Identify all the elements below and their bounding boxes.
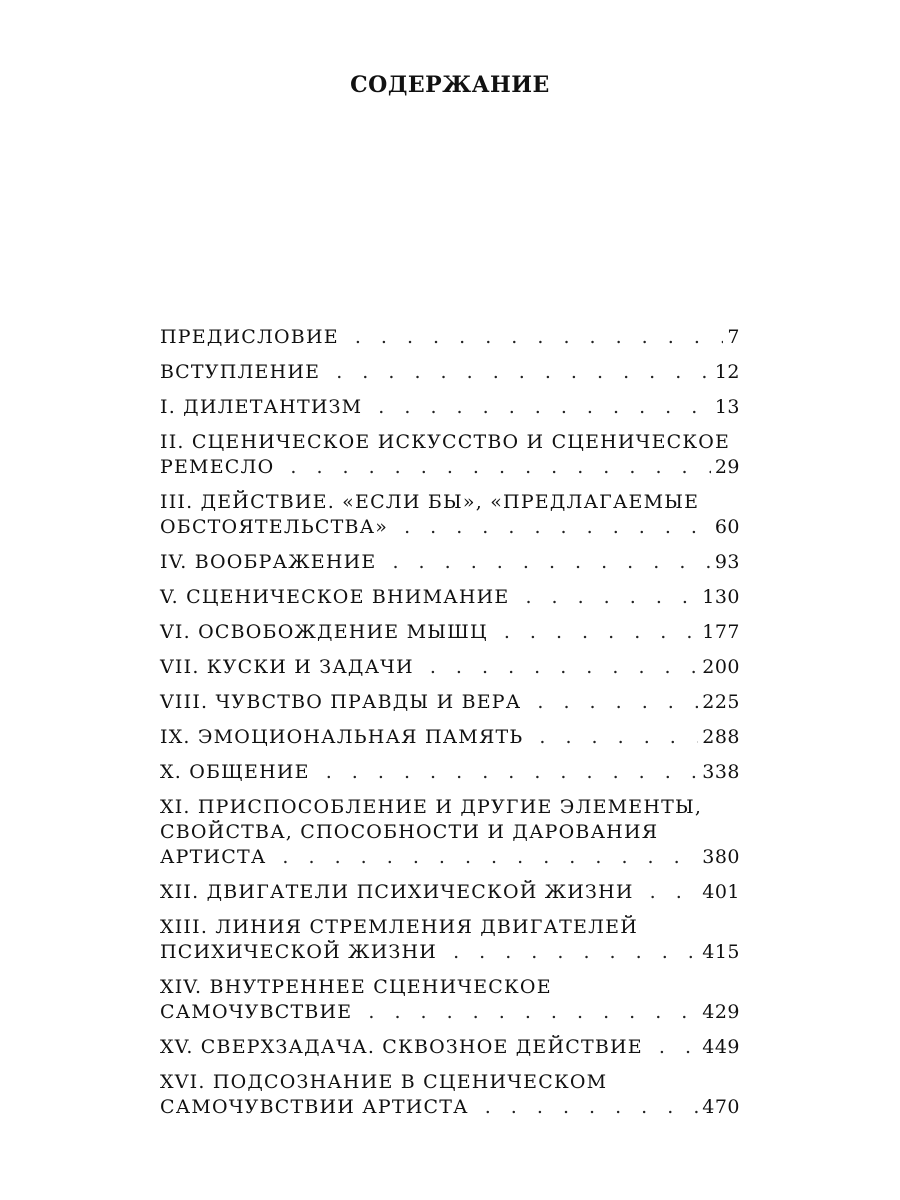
dot-leader <box>525 585 698 610</box>
toc-entry <box>160 395 740 420</box>
toc-entry <box>160 550 740 575</box>
toc-entry-title-line: III. ДЕЙСТВИЕ. «ЕСЛИ БЫ», «ПРЕДЛАГАЕМЫЕ <box>160 491 700 513</box>
toc-page-number: 13 <box>714 396 740 418</box>
toc-page-number: 415 <box>702 941 740 963</box>
dot-leader <box>453 940 698 965</box>
toc-entry-title-line: XIV. ВНУТРЕННЕЕ СЦЕНИЧЕСКОЕ <box>160 976 552 998</box>
toc-page-number: 130 <box>702 586 740 608</box>
toc-entry-title-line: САМОЧУВСТВИИ АРТИСТА <box>160 1096 469 1118</box>
toc-entry-title-line: РЕМЕСЛО <box>160 456 275 478</box>
toc-entry-row <box>160 1000 740 1025</box>
toc-page-number: 338 <box>702 761 740 783</box>
toc-page-number: 200 <box>702 656 740 678</box>
toc-entry-title-line: XI. ПРИСПОСОБЛЕНИЕ И ДРУГИЕ ЭЛЕМЕНТЫ, <box>160 796 703 818</box>
toc-entry-title-line: АРТИСТА <box>160 846 267 868</box>
toc-entry <box>160 655 740 680</box>
toc-entry-title-line: XVI. ПОДСОЗНАНИЕ В СЦЕНИЧЕСКОМ <box>160 1071 608 1093</box>
toc-entry-title-line: VII. КУСКИ И ЗАДАЧИ <box>160 656 414 678</box>
toc-entry <box>160 325 740 350</box>
toc-entry-row <box>160 395 740 420</box>
toc-entry-title-line: СВОЙСТВА, СПОСОБНОСТИ И ДАРОВАНИЯ <box>160 821 659 843</box>
toc-entry <box>160 880 740 905</box>
toc-page-number: 429 <box>702 1001 740 1023</box>
toc-entry-row <box>160 760 740 785</box>
toc-entry <box>160 585 740 610</box>
toc-entry-row <box>160 1095 740 1120</box>
toc-entry <box>160 360 740 385</box>
toc-entry-row <box>160 940 740 965</box>
toc-page-number: 60 <box>714 516 740 538</box>
toc-entry-row <box>160 845 740 870</box>
toc-entry-title-line: X. ОБЩЕНИЕ <box>160 761 310 783</box>
dot-leader <box>537 690 698 715</box>
toc-entry <box>160 490 740 540</box>
toc-entry-row <box>160 725 740 750</box>
toc-entry-title-line: ПРЕДИСЛОВИЕ <box>160 326 339 348</box>
toc-entry-row <box>160 455 740 480</box>
toc-entry <box>160 915 740 965</box>
toc-entry-row <box>160 325 740 350</box>
toc-entry-row <box>160 690 740 715</box>
toc-page-number: 401 <box>702 881 740 903</box>
toc-entry-title-line: XV. СВЕРХЗАДАЧА. СКВОЗНОЕ ДЕЙСТВИЕ <box>160 1036 643 1058</box>
toc-entry-row <box>160 550 740 575</box>
toc-page-number: 93 <box>714 551 740 573</box>
toc-page-number: 7 <box>727 326 740 348</box>
page-title: СОДЕРЖАНИЕ <box>350 72 550 98</box>
toc-entry <box>160 690 740 715</box>
toc-page-number: 225 <box>702 691 740 713</box>
toc-entry <box>160 1035 740 1060</box>
dot-leader <box>336 360 711 385</box>
table-of-contents <box>160 325 740 1130</box>
toc-page-number: 470 <box>702 1096 740 1118</box>
dot-leader <box>368 1000 698 1025</box>
toc-entry-row <box>160 515 740 540</box>
toc-entry <box>160 725 740 750</box>
toc-entry-title-line: ПСИХИЧЕСКОЙ ЖИЗНИ <box>160 941 438 963</box>
toc-entry-title-line: II. СЦЕНИЧЕСКОЕ ИСКУССТВО И СЦЕНИЧЕСКОЕ <box>160 431 731 453</box>
dot-leader <box>290 455 710 480</box>
dot-leader <box>378 395 711 420</box>
toc-entry-row <box>160 1035 740 1060</box>
toc-entry-row <box>160 655 740 680</box>
toc-entry <box>160 1070 740 1120</box>
dot-leader <box>504 620 698 645</box>
toc-entry <box>160 795 740 870</box>
toc-page-number: 177 <box>702 621 740 643</box>
toc-page-number: 12 <box>714 361 740 383</box>
toc-entry <box>160 760 740 785</box>
dot-leader <box>485 1095 699 1120</box>
toc-entry-title-line: IV. ВООБРАЖЕНИЕ <box>160 551 377 573</box>
toc-entry-title-line: САМОЧУВСТВИЕ <box>160 1001 353 1023</box>
toc-entry-title-line: VIII. ЧУВСТВО ПРАВДЫ И ВЕРА <box>160 691 522 713</box>
dot-leader <box>355 325 724 350</box>
toc-page-number: 288 <box>702 726 740 748</box>
toc-entry-title-line: XII. ДВИГАТЕЛИ ПСИХИЧЕСКОЙ ЖИЗНИ <box>160 881 634 903</box>
toc-entry-row <box>160 620 740 645</box>
toc-entry-title-line: I. ДИЛЕТАНТИЗМ <box>160 396 363 418</box>
toc-entry <box>160 430 740 480</box>
toc-entry-title-line: IX. ЭМОЦИОНАЛЬНАЯ ПАМЯТЬ <box>160 726 524 748</box>
toc-entry-title-line: ОБСТОЯТЕЛЬСТВА» <box>160 516 389 538</box>
toc-entry-title-line: ВСТУПЛЕНИЕ <box>160 361 321 383</box>
dot-leader <box>282 845 698 870</box>
toc-entry <box>160 975 740 1025</box>
toc-entry-title-line: XIII. ЛИНИЯ СТРЕМЛЕНИЯ ДВИГАТЕЛЕЙ <box>160 916 639 938</box>
toc-page-number: 29 <box>714 456 740 478</box>
dot-leader <box>539 725 698 750</box>
toc-page-number: 449 <box>702 1036 740 1058</box>
toc-entry-row <box>160 585 740 610</box>
dot-leader <box>650 880 699 905</box>
toc-entry-row <box>160 360 740 385</box>
dot-leader <box>430 655 698 680</box>
dot-leader <box>392 550 710 575</box>
dot-leader <box>659 1035 698 1060</box>
toc-entry-title-line: VI. ОСВОБОЖДЕНИЕ МЫШЦ <box>160 621 488 643</box>
dot-leader <box>404 515 711 540</box>
toc-entry <box>160 620 740 645</box>
toc-entry-row <box>160 880 740 905</box>
dot-leader <box>326 760 699 785</box>
toc-page-number: 380 <box>702 846 740 868</box>
toc-entry-title-line: V. СЦЕНИЧЕСКОЕ ВНИМАНИЕ <box>160 586 510 608</box>
